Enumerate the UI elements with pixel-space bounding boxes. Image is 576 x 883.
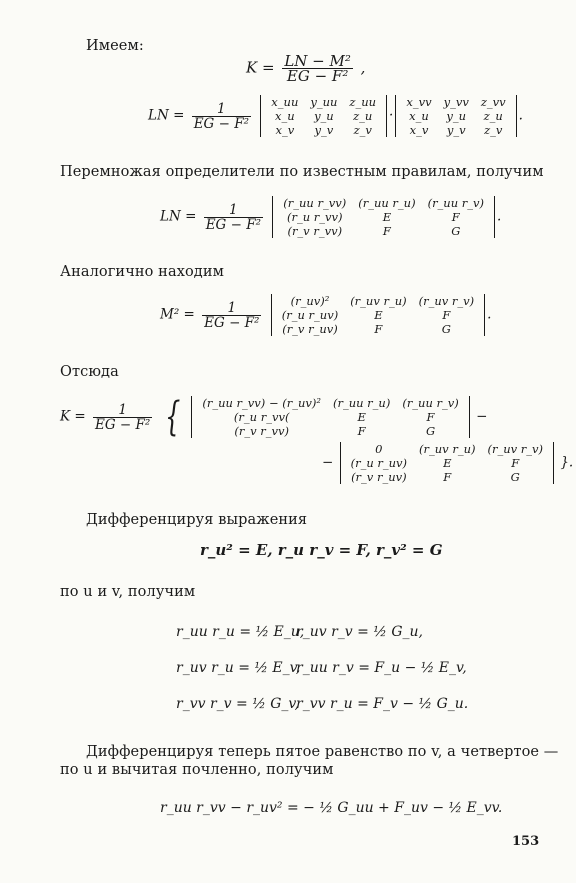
det4-cell: (r_uv r_u) bbox=[350, 294, 407, 308]
determinant-4 bbox=[271, 294, 485, 336]
eq-ln2-fraction bbox=[204, 203, 263, 232]
det4-cell: (r_uv)² bbox=[290, 294, 330, 308]
eq-m2-fraction bbox=[202, 301, 261, 330]
det5-cell: (r_v r_vv) bbox=[234, 424, 289, 438]
det5-cell: E bbox=[357, 410, 366, 424]
eq-ln-fraction bbox=[192, 102, 251, 131]
left-brace: { bbox=[164, 394, 180, 440]
determinant-2 bbox=[395, 95, 516, 137]
determinant-6 bbox=[340, 442, 554, 484]
eq-final: r_uu r_vv − r_uv² = − ½ G_uu + F_uv − ½ E_vv. bbox=[160, 800, 503, 816]
det4-cell: (r_u r_uv) bbox=[281, 308, 339, 322]
det2-cell: x_v bbox=[409, 123, 429, 137]
eq-period-3: . bbox=[487, 306, 492, 323]
det2-row bbox=[400, 95, 511, 109]
text-by-u-v: по u и v, получим bbox=[60, 584, 196, 600]
determinant-1 bbox=[260, 95, 387, 137]
text-subtract: по u и вычитая почленно, получим bbox=[60, 762, 334, 778]
eq-k-expanded-1 bbox=[60, 396, 487, 438]
det6-row bbox=[345, 456, 549, 470]
det3-row bbox=[277, 196, 490, 210]
det4-cell: (r_v r_uv) bbox=[282, 322, 338, 336]
text-similarly: Аналогично находим bbox=[60, 264, 224, 280]
det2-cell: z_u bbox=[483, 109, 503, 123]
det1-cell: x_u bbox=[275, 109, 295, 123]
det2-cell: x_vv bbox=[406, 95, 432, 109]
det3-cell: (r_u r_vv) bbox=[287, 210, 343, 224]
det6-cell: (r_v r_uv) bbox=[351, 470, 407, 484]
det4-cell: E bbox=[374, 308, 383, 322]
det5-cell: (r_uu r_v) bbox=[402, 396, 459, 410]
det4-cell: G bbox=[441, 322, 451, 336]
eq-k-definition bbox=[246, 54, 365, 83]
det2-cell: z_vv bbox=[480, 95, 506, 109]
det3-cell: F bbox=[451, 210, 460, 224]
det6-cell: F bbox=[511, 456, 520, 470]
det1-cell: y_v bbox=[314, 123, 334, 137]
det5-cell: F bbox=[357, 424, 366, 438]
det3-row bbox=[277, 210, 490, 224]
eq-ln-product bbox=[160, 196, 501, 238]
eq-m2 bbox=[160, 294, 491, 336]
eq-ln2-num: 1 bbox=[204, 203, 263, 218]
det3-cell: (r_uu r_vv) bbox=[283, 196, 347, 210]
eq-minus-2: − bbox=[322, 454, 334, 471]
det4-cell: F bbox=[442, 308, 451, 322]
det6-row bbox=[345, 442, 549, 456]
det5-cell: (r_uu r_u) bbox=[332, 396, 391, 410]
det5-cell: (r_uu r_vv) − (r_uv)² bbox=[202, 396, 321, 410]
eq-k2-den: EG − F² bbox=[95, 416, 151, 433]
eq-dot: · bbox=[389, 107, 394, 124]
text-imeem: Имеем: bbox=[86, 38, 144, 54]
det5-cell: (r_u r_vv( bbox=[233, 410, 290, 424]
det3-row bbox=[277, 224, 490, 238]
det6-row bbox=[345, 470, 549, 484]
det4-row bbox=[276, 294, 480, 308]
page-number: 153 bbox=[512, 834, 540, 849]
eq-k-fraction bbox=[282, 54, 353, 83]
det3-cell: (r_v r_vv) bbox=[287, 224, 343, 238]
det5-cell: G bbox=[425, 424, 436, 438]
det5-row bbox=[196, 424, 464, 438]
eq-row-2a: r_uv r_u = ½ E_v, bbox=[176, 660, 301, 676]
det6-cell: (r_uv r_u) bbox=[419, 442, 476, 456]
det1-row bbox=[265, 109, 382, 123]
determinant-3 bbox=[272, 196, 495, 238]
eq-period-2: . bbox=[497, 208, 502, 225]
det2-row bbox=[400, 123, 511, 137]
eq-k2-num: 1 bbox=[93, 403, 152, 418]
det1-cell: x_uu bbox=[271, 95, 299, 109]
det4-cell: (r_uv r_v) bbox=[418, 294, 475, 308]
det1-row bbox=[265, 95, 382, 109]
determinant-5 bbox=[191, 396, 469, 438]
eq-ln-den: EG − F² bbox=[193, 115, 249, 132]
eq-m2-lhs: M² = bbox=[160, 306, 195, 323]
det2-cell: y_v bbox=[446, 123, 466, 137]
eq-ln2-den: EG − F² bbox=[205, 216, 261, 233]
eq-period: . bbox=[518, 107, 523, 124]
eq-m2-num: 1 bbox=[202, 301, 261, 316]
det3-cell: E bbox=[382, 210, 392, 224]
det5-cell: F bbox=[426, 410, 435, 424]
eq-ln-determinants bbox=[148, 95, 523, 137]
det5-row bbox=[196, 410, 464, 424]
det2-cell: z_v bbox=[484, 123, 503, 137]
det6-cell: F bbox=[443, 470, 452, 484]
eq-first-fundamental: r_u² = E, r_u r_v = F, r_v² = G bbox=[200, 541, 443, 559]
det2-cell: y_vv bbox=[443, 95, 469, 109]
det4-cell: F bbox=[374, 322, 383, 336]
eq-row-3a: r_vv r_v = ½ G_v, bbox=[176, 696, 300, 712]
eq-ln2-lhs: LN = bbox=[160, 208, 197, 225]
det3-cell: G bbox=[451, 224, 461, 238]
det3-cell: (r_uu r_v) bbox=[427, 196, 485, 210]
text-hence: Отсюда bbox=[60, 364, 119, 380]
det2-cell: y_u bbox=[446, 109, 467, 123]
det4-row bbox=[276, 322, 480, 336]
det1-cell: z_v bbox=[353, 123, 372, 137]
eq-k-expanded-2 bbox=[322, 442, 573, 484]
text-multiply: Перемножая определители по известным правилам, получим bbox=[60, 164, 544, 180]
det1-cell: z_uu bbox=[349, 95, 377, 109]
eq-k-lhs: K = bbox=[246, 58, 275, 77]
det6-cell: (r_u r_uv) bbox=[350, 456, 408, 470]
det1-cell: z_u bbox=[353, 109, 373, 123]
text-differentiating-fifth: Дифференцируя теперь пятое равенство по v, а четвертое — bbox=[86, 744, 559, 760]
eq-k2-fraction bbox=[93, 403, 152, 432]
det1-row bbox=[265, 123, 382, 137]
det6-cell: 0 bbox=[375, 442, 383, 456]
eq-k-num: LN − M² bbox=[284, 52, 351, 70]
eq-k2-lhs: K = bbox=[60, 408, 86, 425]
eq-k-tail: , bbox=[360, 58, 366, 77]
eq-ln-num: 1 bbox=[192, 102, 251, 117]
eq-m2-den: EG − F² bbox=[204, 314, 260, 331]
det2-cell: x_u bbox=[409, 109, 429, 123]
det2-row bbox=[400, 109, 511, 123]
det6-cell: G bbox=[510, 470, 520, 484]
det1-cell: y_u bbox=[314, 109, 334, 123]
det3-cell: (r_uu r_u) bbox=[358, 196, 416, 210]
eq-row-1a: r_uu r_u = ½ E_u, bbox=[176, 624, 305, 640]
det1-cell: x_v bbox=[275, 123, 295, 137]
text-differentiating: Дифференцируя выражения bbox=[86, 512, 308, 528]
det4-row bbox=[276, 308, 480, 322]
det3-cell: F bbox=[382, 224, 391, 238]
eq-row-2b: r_uu r_v = F_u − ½ E_v, bbox=[296, 660, 467, 676]
eq-k-den: EG − F² bbox=[286, 67, 349, 85]
eq-ln-lhs: LN = bbox=[148, 107, 185, 124]
det5-row bbox=[196, 396, 464, 410]
det1-cell: y_uu bbox=[310, 95, 338, 109]
det6-cell: (r_uv r_v) bbox=[487, 442, 544, 456]
eq-row-1b: r_uv r_v = ½ G_u, bbox=[296, 624, 423, 640]
det6-cell: E bbox=[443, 456, 452, 470]
eq-row-3b: r_vv r_u = F_v − ½ G_u. bbox=[296, 696, 469, 712]
right-brace: }. bbox=[560, 454, 574, 471]
eq-minus: − bbox=[476, 408, 488, 425]
